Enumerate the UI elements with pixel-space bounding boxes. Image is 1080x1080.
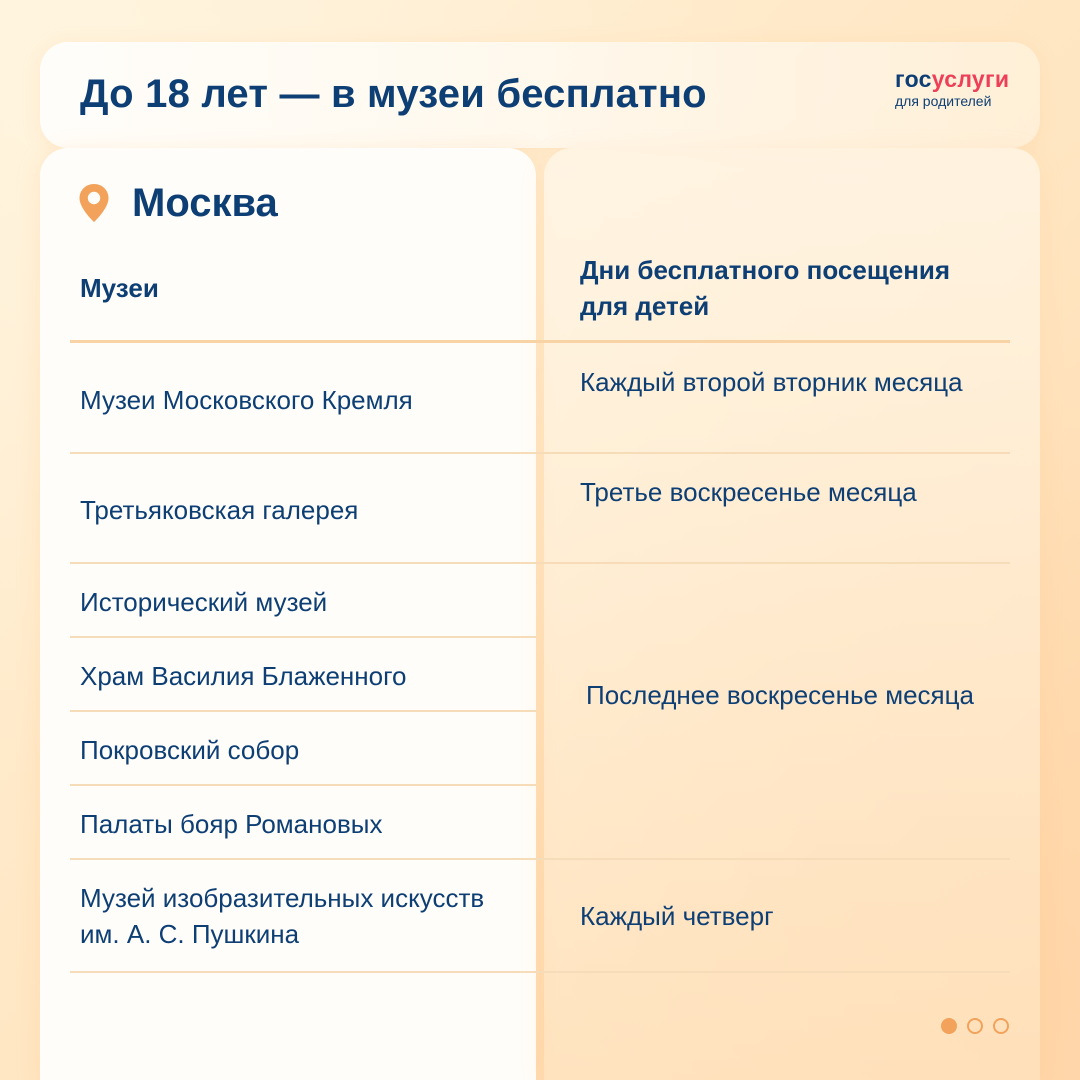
row-divider (70, 452, 1010, 454)
row-divider (70, 636, 536, 638)
row-divider (70, 971, 1010, 973)
column-header-museums: Музеи (80, 273, 159, 303)
row-divider (70, 562, 1010, 564)
column-header-days: Дни бесплатного посещения для детей (580, 255, 951, 321)
row-divider (70, 784, 536, 786)
museum-name: Музей изобразительных искусств им. А. С. Пушкина (80, 883, 485, 949)
pagination-dot[interactable] (967, 1018, 983, 1034)
museum-name: Музеи Московского Кремля (80, 385, 413, 415)
free-days: Третье воскресенье месяца (580, 477, 917, 507)
logo-part-gos: гос (895, 66, 932, 92)
museum-name: Палаты бояр Романовых (80, 809, 383, 839)
logo-text (895, 66, 1035, 92)
museum-name: Третьяковская галерея (80, 495, 359, 525)
logo-part-uslugi: услуги (931, 66, 1010, 92)
row-divider (70, 858, 1010, 860)
pagination-dot-active[interactable] (941, 1018, 957, 1034)
city-heading (78, 178, 278, 228)
museum-name: Исторический музей (80, 587, 328, 617)
row-divider (70, 710, 536, 712)
header-divider (70, 340, 1010, 343)
city-name: Москва (132, 180, 278, 225)
map-pin-icon (78, 183, 110, 223)
pagination-dot[interactable] (993, 1018, 1009, 1034)
page-title: До 18 лет — в музеи бесплатно (80, 72, 707, 116)
gosuslugi-logo (895, 66, 1035, 109)
free-days: Каждый второй вторник месяца (580, 367, 963, 397)
museum-name: Храм Василия Блаженного (80, 661, 407, 691)
free-days: Последнее воскресенье месяца (586, 680, 974, 710)
free-days: Каждый четверг (580, 901, 774, 931)
logo-subtitle: для родителей (895, 93, 992, 109)
header-card (40, 42, 1040, 148)
pagination-dots (941, 1018, 1009, 1034)
museum-name: Покровский собор (80, 735, 300, 765)
